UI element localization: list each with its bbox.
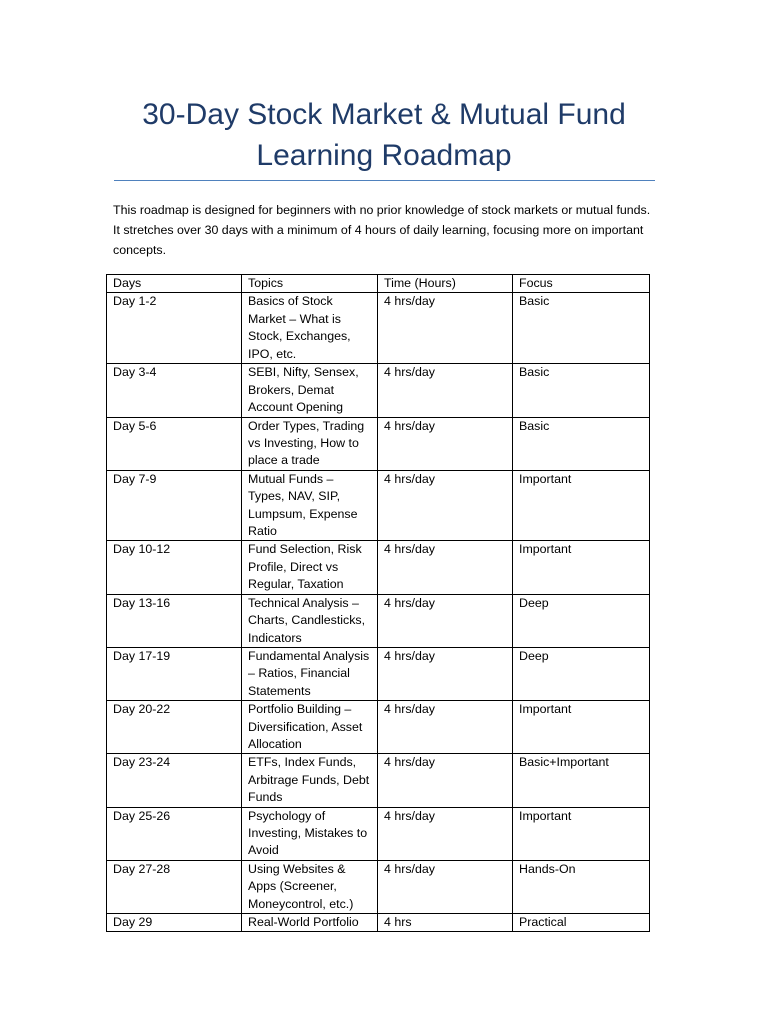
cell-focus: Important bbox=[513, 470, 650, 541]
title-underline bbox=[114, 180, 655, 181]
cell-topics: Basics of Stock Market – What is Stock, Exchanges, IPO, etc. bbox=[242, 293, 378, 364]
cell-focus: Important bbox=[513, 701, 650, 754]
cell-time: 4 hrs/day bbox=[378, 293, 513, 364]
table-row bbox=[107, 364, 650, 417]
cell-days: Day 17-19 bbox=[107, 647, 242, 700]
table-row bbox=[107, 701, 650, 754]
cell-days: Day 23-24 bbox=[107, 754, 242, 807]
table-header-row bbox=[107, 275, 650, 293]
cell-time: 4 hrs/day bbox=[378, 701, 513, 754]
table-row bbox=[107, 417, 650, 470]
cell-days: Day 3-4 bbox=[107, 364, 242, 417]
cell-days: Day 13-16 bbox=[107, 594, 242, 647]
cell-focus: Basic bbox=[513, 293, 650, 364]
title-line-1: 30-Day Stock Market & Mutual Fund bbox=[142, 98, 626, 131]
cell-time: 4 hrs/day bbox=[378, 754, 513, 807]
cell-topics: Portfolio Building – Diversification, Asset Allocation bbox=[242, 701, 378, 754]
header-time: Time (Hours) bbox=[378, 275, 513, 293]
roadmap-table bbox=[106, 274, 650, 932]
cell-time: 4 hrs/day bbox=[378, 807, 513, 860]
cell-time: 4 hrs/day bbox=[378, 470, 513, 541]
cell-focus: Important bbox=[513, 541, 650, 594]
cell-time: 4 hrs/day bbox=[378, 860, 513, 913]
table-row bbox=[107, 470, 650, 541]
table-row bbox=[107, 293, 650, 364]
cell-days: Day 20-22 bbox=[107, 701, 242, 754]
cell-focus: Hands-On bbox=[513, 860, 650, 913]
cell-topics: ETFs, Index Funds, Arbitrage Funds, Debt Funds bbox=[242, 754, 378, 807]
cell-focus: Practical bbox=[513, 914, 650, 932]
table-row bbox=[107, 541, 650, 594]
cell-time: 4 hrs/day bbox=[378, 541, 513, 594]
title-line-2: Learning Roadmap bbox=[256, 139, 512, 172]
cell-topics: Technical Analysis – Charts, Candlesticks, Indicators bbox=[242, 594, 378, 647]
cell-days: Day 5-6 bbox=[107, 417, 242, 470]
table-row bbox=[107, 807, 650, 860]
cell-focus: Important bbox=[513, 807, 650, 860]
cell-topics: Real-World Portfolio bbox=[242, 914, 378, 932]
header-focus: Focus bbox=[513, 275, 650, 293]
cell-days: Day 27-28 bbox=[107, 860, 242, 913]
table-row bbox=[107, 647, 650, 700]
cell-topics: SEBI, Nifty, Sensex, Brokers, Demat Account Opening bbox=[242, 364, 378, 417]
cell-days: Day 29 bbox=[107, 914, 242, 932]
intro-paragraph: This roadmap is designed for beginners with no prior knowledge of stock markets or mutual funds. It stretches over 30 days with a minimum of 4 hours of daily learning, focusing more on important concepts. bbox=[113, 203, 651, 257]
cell-focus: Basic+Important bbox=[513, 754, 650, 807]
cell-topics: Order Types, Trading vs Investing, How to place a trade bbox=[242, 417, 378, 470]
header-topics: Topics bbox=[242, 275, 378, 293]
cell-time: 4 hrs/day bbox=[378, 417, 513, 470]
cell-focus: Basic bbox=[513, 417, 650, 470]
table-row bbox=[107, 860, 650, 913]
cell-time: 4 hrs bbox=[378, 914, 513, 932]
cell-days: Day 25-26 bbox=[107, 807, 242, 860]
cell-topics: Psychology of Investing, Mistakes to Avoid bbox=[242, 807, 378, 860]
cell-days: Day 1-2 bbox=[107, 293, 242, 364]
table-row bbox=[107, 914, 650, 932]
table-row bbox=[107, 754, 650, 807]
cell-focus: Basic bbox=[513, 364, 650, 417]
cell-focus: Deep bbox=[513, 647, 650, 700]
cell-days: Day 7-9 bbox=[107, 470, 242, 541]
cell-topics: Mutual Funds – Types, NAV, SIP, Lumpsum, Expense Ratio bbox=[242, 470, 378, 541]
document-title bbox=[112, 94, 656, 176]
cell-time: 4 hrs/day bbox=[378, 647, 513, 700]
cell-topics: Fundamental Analysis – Ratios, Financial Statements bbox=[242, 647, 378, 700]
cell-topics: Fund Selection, Risk Profile, Direct vs Regular, Taxation bbox=[242, 541, 378, 594]
cell-focus: Deep bbox=[513, 594, 650, 647]
table-row bbox=[107, 594, 650, 647]
cell-time: 4 hrs/day bbox=[378, 364, 513, 417]
cell-days: Day 10-12 bbox=[107, 541, 242, 594]
cell-topics: Using Websites & Apps (Screener, Moneycontrol, etc.) bbox=[242, 860, 378, 913]
header-days: Days bbox=[107, 275, 242, 293]
cell-time: 4 hrs/day bbox=[378, 594, 513, 647]
